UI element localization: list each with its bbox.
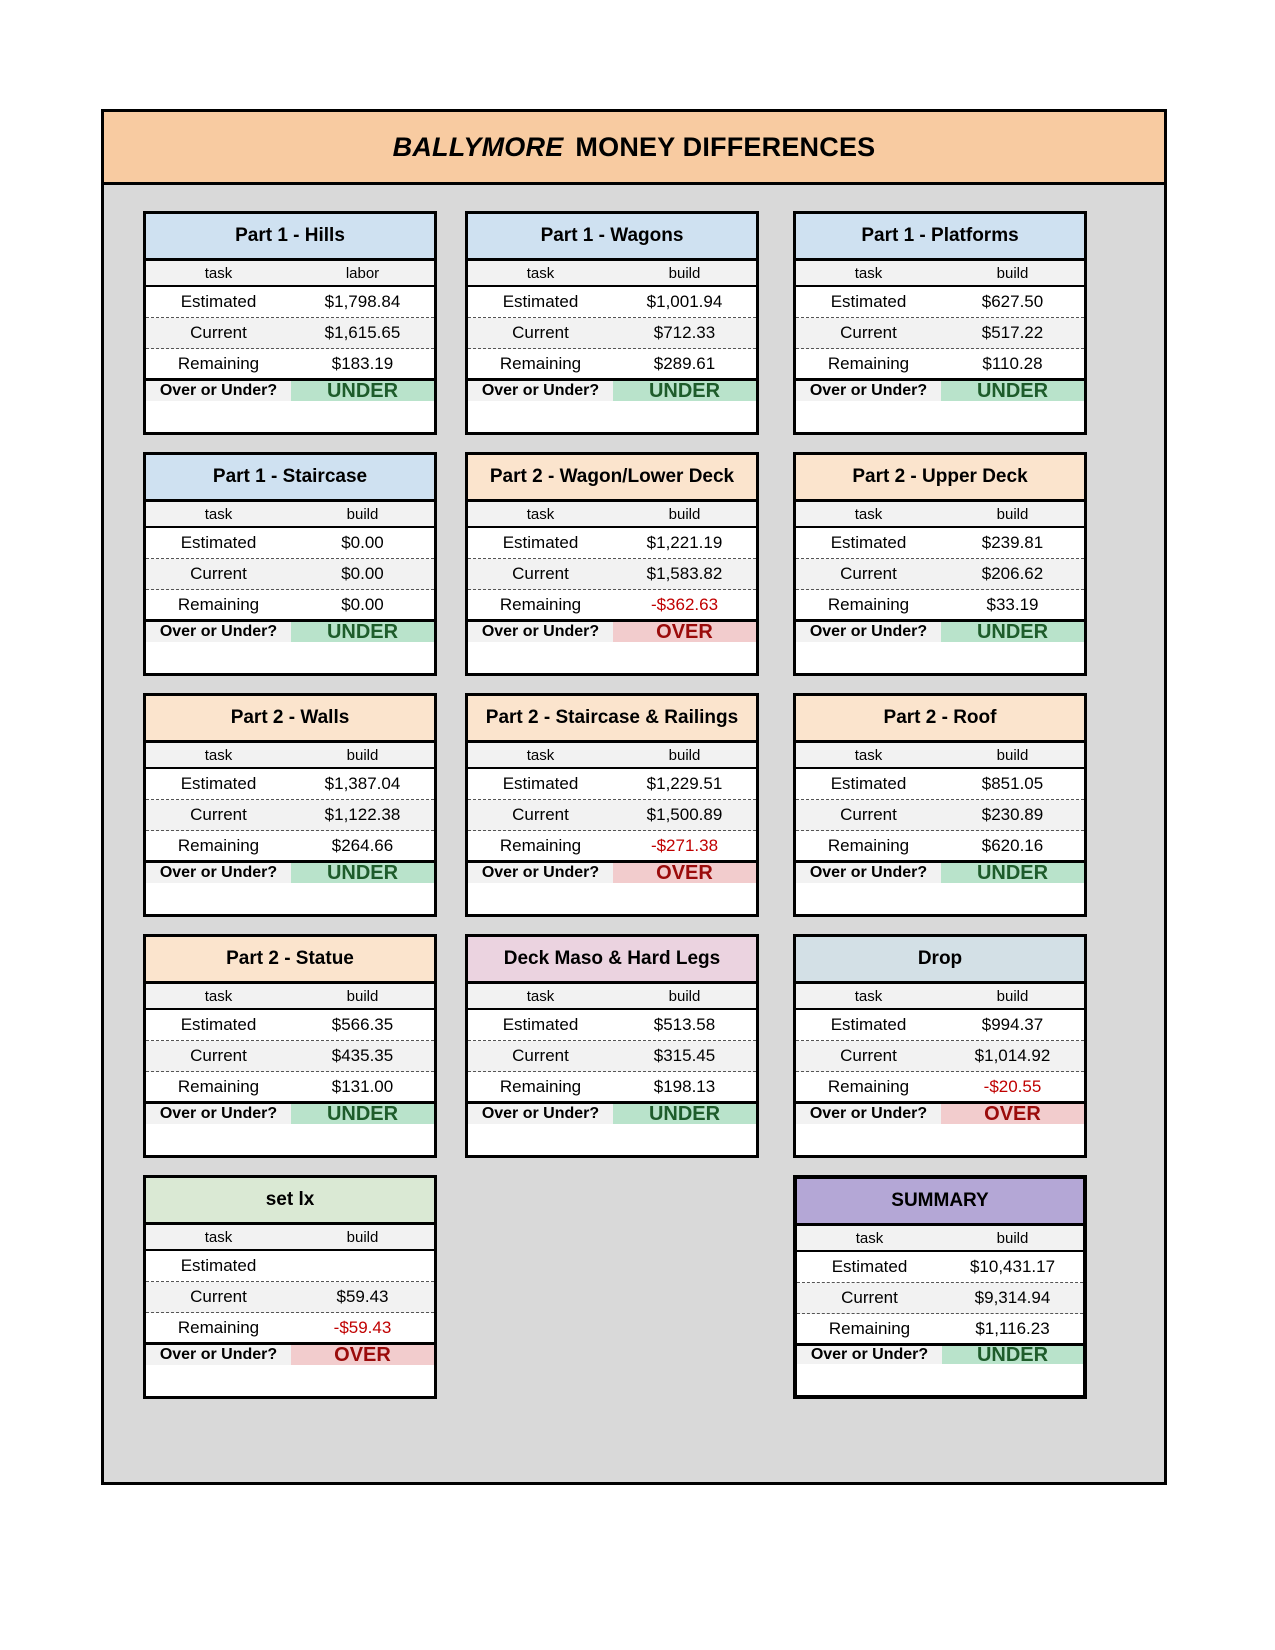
column-task-label: task [204, 746, 233, 764]
estimated-row [797, 1252, 1083, 1283]
verdict-row [796, 863, 1084, 883]
verdict-badge: UNDER [291, 381, 434, 401]
column-task-label: task [204, 505, 233, 523]
estimated-row [146, 287, 434, 318]
estimated-row [146, 1251, 434, 1282]
budget-card-deck-maso-hard-legs [465, 934, 759, 1158]
current-row [796, 318, 1084, 349]
estimated-row [468, 1010, 756, 1041]
column-task-label: task [854, 505, 883, 523]
over-under-label: Over or Under? [796, 381, 941, 401]
verdict-badge: UNDER [291, 622, 434, 642]
estimated-label: Estimated [830, 1015, 907, 1034]
budget-card-part-2-upper-deck [793, 452, 1087, 676]
estimated-row [146, 769, 434, 800]
column-task-label: task [526, 987, 555, 1005]
current-label: Current [512, 323, 569, 342]
card-title: Part 2 - Walls [146, 696, 434, 743]
verdict-row [796, 381, 1084, 401]
column-header [796, 984, 1084, 1010]
card-title: Part 2 - Statue [146, 937, 434, 984]
remaining-row [146, 831, 434, 863]
current-label: Current [841, 1288, 898, 1307]
column-type-label: build [996, 505, 1029, 523]
card-title: Part 2 - Roof [796, 696, 1084, 743]
current-value: $1,615.65 [324, 323, 401, 342]
remaining-row [146, 1072, 434, 1104]
verdict-row [146, 863, 434, 883]
current-row [146, 800, 434, 831]
card-title: Part 1 - Wagons [468, 214, 756, 261]
current-label: Current [190, 805, 247, 824]
estimated-row [468, 769, 756, 800]
card-title: Part 1 - Platforms [796, 214, 1084, 261]
remaining-row [796, 1072, 1084, 1104]
card-title: Deck Maso & Hard Legs [468, 937, 756, 984]
estimated-label: Estimated [502, 292, 579, 311]
column-header [146, 261, 434, 287]
estimated-row [796, 528, 1084, 559]
remaining-value: $183.19 [331, 353, 394, 373]
card-title: Part 2 - Staircase & Railings [468, 696, 756, 743]
remaining-row [797, 1314, 1083, 1346]
over-under-label: Over or Under? [468, 622, 613, 642]
budget-card-part-1-staircase [143, 452, 437, 676]
remaining-row [468, 590, 756, 622]
current-label: Current [190, 323, 247, 342]
estimated-label: Estimated [830, 292, 907, 311]
remaining-label: Remaining [177, 1076, 260, 1096]
estimated-label: Estimated [180, 1256, 257, 1275]
current-label: Current [190, 1287, 247, 1306]
budget-card-part-2-staircase-railings [465, 693, 759, 917]
estimated-label: Estimated [180, 292, 257, 311]
current-value: $1,014.92 [974, 1046, 1051, 1065]
remaining-row [468, 349, 756, 381]
column-task-label: task [855, 1229, 884, 1247]
card-title: Part 1 - Hills [146, 214, 434, 261]
over-under-label: Over or Under? [146, 622, 291, 642]
remaining-label: Remaining [177, 835, 260, 855]
budget-card-part-1-platforms [793, 211, 1087, 435]
estimated-value: $566.35 [331, 1015, 394, 1034]
budget-card-part-2-statue [143, 934, 437, 1158]
current-row [146, 559, 434, 590]
estimated-value: $1,221.19 [646, 533, 723, 552]
current-label: Current [512, 1046, 569, 1065]
verdict-badge: UNDER [291, 1104, 434, 1124]
verdict-row [797, 1343, 1083, 1366]
column-header [146, 1225, 434, 1251]
current-label: Current [190, 564, 247, 583]
estimated-value: $1,001.94 [646, 292, 723, 311]
remaining-value: $131.00 [331, 1076, 394, 1096]
verdict-badge: OVER [941, 1104, 1084, 1124]
estimated-label: Estimated [831, 1257, 908, 1276]
over-under-label: Over or Under? [468, 863, 613, 883]
estimated-label: Estimated [180, 774, 257, 793]
budget-card-part-1-hills [143, 211, 437, 435]
remaining-value: $0.00 [341, 594, 384, 614]
remaining-label: Remaining [499, 835, 582, 855]
column-header [797, 1226, 1083, 1252]
current-value: $712.33 [653, 323, 716, 342]
column-type-label: labor [345, 264, 380, 282]
report-frame [101, 109, 1167, 1485]
current-label: Current [512, 805, 569, 824]
budget-card-part-1-wagons [465, 211, 759, 435]
current-value: $59.43 [336, 1287, 389, 1306]
remaining-value: $1,116.23 [975, 1318, 1050, 1338]
estimated-row [796, 769, 1084, 800]
remaining-label: Remaining [177, 594, 260, 614]
current-label: Current [840, 805, 897, 824]
remaining-label: Remaining [177, 1317, 260, 1337]
remaining-value: $620.16 [981, 835, 1044, 855]
estimated-value: $513.58 [653, 1015, 716, 1034]
over-under-label: Over or Under? [797, 1346, 942, 1364]
current-value: $1,122.38 [324, 805, 401, 824]
current-value: $435.35 [331, 1046, 394, 1065]
card-title: Part 1 - Staircase [146, 455, 434, 502]
remaining-value: $198.13 [653, 1076, 716, 1096]
over-under-label: Over or Under? [146, 1104, 291, 1124]
current-value: $206.62 [981, 564, 1044, 583]
estimated-label: Estimated [830, 533, 907, 552]
column-type-label: build [346, 746, 379, 764]
column-type-label: build [668, 987, 701, 1005]
column-type-label: build [346, 1228, 379, 1246]
column-task-label: task [204, 264, 233, 282]
estimated-value: $10,431.17 [969, 1257, 1056, 1276]
brand-name: BALLYMORE [392, 131, 564, 162]
remaining-row [796, 349, 1084, 381]
remaining-row [146, 1313, 434, 1345]
column-task-label: task [854, 746, 883, 764]
estimated-value: $0.00 [341, 533, 384, 552]
current-label: Current [512, 564, 569, 583]
estimated-value: $1,798.84 [324, 292, 401, 311]
remaining-row [146, 590, 434, 622]
verdict-badge: OVER [613, 622, 756, 642]
column-task-label: task [204, 987, 233, 1005]
estimated-value: $1,229.51 [646, 774, 723, 793]
column-task-label: task [854, 264, 883, 282]
estimated-row [796, 1010, 1084, 1041]
current-value: $1,583.82 [646, 564, 723, 583]
column-header [468, 261, 756, 287]
current-label: Current [840, 564, 897, 583]
column-type-label: build [996, 987, 1029, 1005]
remaining-label: Remaining [499, 1076, 582, 1096]
current-label: Current [840, 1046, 897, 1065]
report-title: MONEY DIFFERENCES [575, 131, 876, 162]
current-row [796, 559, 1084, 590]
remaining-label: Remaining [499, 594, 582, 614]
current-row [468, 800, 756, 831]
estimated-label: Estimated [830, 774, 907, 793]
column-type-label: build [668, 505, 701, 523]
column-task-label: task [526, 746, 555, 764]
remaining-value: -$271.38 [650, 835, 719, 855]
card-title: SUMMARY [797, 1179, 1083, 1226]
estimated-value: $994.37 [981, 1015, 1044, 1034]
column-type-label: build [668, 264, 701, 282]
column-task-label: task [204, 1228, 233, 1246]
current-value: $230.89 [981, 805, 1044, 824]
column-type-label: build [996, 746, 1029, 764]
verdict-row [146, 1104, 434, 1124]
verdict-badge: UNDER [613, 381, 756, 401]
over-under-label: Over or Under? [468, 1104, 613, 1124]
column-header [468, 743, 756, 769]
budget-card-summary [793, 1175, 1087, 1399]
verdict-row [146, 622, 434, 642]
estimated-row [468, 528, 756, 559]
current-row [468, 559, 756, 590]
budget-card-part-2-wagon-lower-deck [465, 452, 759, 676]
budget-card-part-2-roof [793, 693, 1087, 917]
column-type-label: build [996, 1229, 1029, 1247]
current-row [796, 1041, 1084, 1072]
verdict-badge: UNDER [941, 381, 1084, 401]
estimated-row [146, 528, 434, 559]
report-header [104, 112, 1164, 185]
estimated-label: Estimated [180, 1015, 257, 1034]
remaining-row [796, 590, 1084, 622]
card-title: Part 2 - Wagon/Lower Deck [468, 455, 756, 502]
column-header [796, 261, 1084, 287]
remaining-value: $289.61 [653, 353, 716, 373]
column-header [468, 502, 756, 528]
remaining-value: $110.28 [982, 353, 1043, 373]
remaining-label: Remaining [827, 835, 910, 855]
estimated-label: Estimated [180, 533, 257, 552]
budget-card-drop [793, 934, 1087, 1158]
verdict-badge: UNDER [291, 863, 434, 883]
verdict-row [468, 381, 756, 401]
current-row [146, 318, 434, 349]
estimated-row [146, 1010, 434, 1041]
remaining-value: -$20.55 [983, 1076, 1042, 1096]
column-header [146, 502, 434, 528]
remaining-row [468, 831, 756, 863]
over-under-label: Over or Under? [146, 1345, 291, 1365]
column-type-label: build [668, 746, 701, 764]
estimated-value: $627.50 [981, 292, 1044, 311]
current-label: Current [840, 323, 897, 342]
current-row [468, 1041, 756, 1072]
verdict-badge: OVER [613, 863, 756, 883]
column-task-label: task [854, 987, 883, 1005]
card-title: Part 2 - Upper Deck [796, 455, 1084, 502]
current-value: $1,500.89 [646, 805, 723, 824]
estimated-label: Estimated [502, 533, 579, 552]
card-title: Drop [796, 937, 1084, 984]
column-header [796, 743, 1084, 769]
remaining-label: Remaining [828, 1318, 911, 1338]
current-value: $315.45 [653, 1046, 716, 1065]
remaining-value: $264.66 [331, 835, 394, 855]
verdict-row [796, 1104, 1084, 1124]
column-header [468, 984, 756, 1010]
verdict-row [468, 1104, 756, 1124]
budget-card-part-2-walls [143, 693, 437, 917]
estimated-label: Estimated [502, 1015, 579, 1034]
budget-card-set-lx [143, 1175, 437, 1399]
column-task-label: task [526, 505, 555, 523]
estimated-row [796, 287, 1084, 318]
estimated-value: $1,387.04 [324, 774, 401, 793]
verdict-row [146, 381, 434, 401]
verdict-badge: UNDER [613, 1104, 756, 1124]
current-row [146, 1282, 434, 1313]
over-under-label: Over or Under? [796, 863, 941, 883]
remaining-label: Remaining [827, 353, 910, 373]
column-type-label: build [346, 505, 379, 523]
current-value: $0.00 [341, 564, 384, 583]
column-type-label: build [346, 987, 379, 1005]
remaining-row [796, 831, 1084, 863]
estimated-label: Estimated [502, 774, 579, 793]
over-under-label: Over or Under? [146, 381, 291, 401]
column-header [146, 743, 434, 769]
current-row [468, 318, 756, 349]
remaining-label: Remaining [177, 353, 260, 373]
verdict-badge: OVER [291, 1345, 434, 1365]
current-row [146, 1041, 434, 1072]
remaining-label: Remaining [499, 353, 582, 373]
remaining-value: -$59.43 [333, 1317, 392, 1337]
column-type-label: build [996, 264, 1029, 282]
remaining-value: $33.19 [986, 594, 1039, 614]
verdict-row [146, 1345, 434, 1365]
verdict-row [468, 863, 756, 883]
current-row [797, 1283, 1083, 1314]
verdict-badge: UNDER [942, 1346, 1083, 1364]
remaining-value: -$362.63 [650, 594, 719, 614]
column-header [146, 984, 434, 1010]
over-under-label: Over or Under? [468, 381, 613, 401]
estimated-value: $239.81 [981, 533, 1044, 552]
current-row [796, 800, 1084, 831]
current-value: $517.22 [981, 323, 1044, 342]
remaining-label: Remaining [827, 594, 910, 614]
estimated-value: $851.05 [981, 774, 1044, 793]
remaining-label: Remaining [827, 1076, 910, 1096]
card-title: set lx [146, 1178, 434, 1225]
remaining-row [146, 349, 434, 381]
remaining-row [468, 1072, 756, 1104]
over-under-label: Over or Under? [146, 863, 291, 883]
current-label: Current [190, 1046, 247, 1065]
column-task-label: task [526, 264, 555, 282]
over-under-label: Over or Under? [796, 622, 941, 642]
verdict-badge: UNDER [941, 863, 1084, 883]
estimated-row [468, 287, 756, 318]
verdict-row [468, 622, 756, 642]
verdict-row [796, 622, 1084, 642]
current-value: $9,314.94 [974, 1288, 1051, 1307]
verdict-badge: UNDER [941, 622, 1084, 642]
over-under-label: Over or Under? [796, 1104, 941, 1124]
column-header [796, 502, 1084, 528]
